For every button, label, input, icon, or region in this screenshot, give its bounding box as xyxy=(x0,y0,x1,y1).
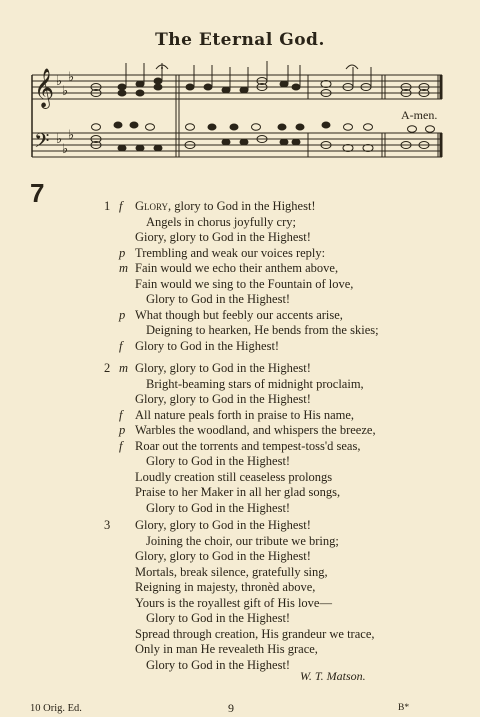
svg-text:♭: ♭ xyxy=(56,132,63,147)
dynamic-mark: p xyxy=(119,245,126,260)
hymn-line xyxy=(135,469,332,485)
dynamic-mark: m xyxy=(119,261,129,275)
stanza-number: 3 xyxy=(104,518,111,532)
hymn-line xyxy=(135,484,340,500)
dynamic-mark: f xyxy=(119,338,123,353)
hymn-line xyxy=(135,422,376,438)
hymn-line xyxy=(135,260,338,276)
hymn-line-text: What though but feebly our accents arise, xyxy=(135,307,343,322)
svg-text:♭: ♭ xyxy=(68,70,75,85)
hymn-line xyxy=(146,500,290,516)
hymn-line-lead: Glory, xyxy=(135,199,172,213)
signature-mark: B* xyxy=(398,703,410,713)
bass-clef-icon: 𝄢 xyxy=(34,129,50,157)
hymn-line xyxy=(146,322,379,338)
hymn-line xyxy=(135,564,328,580)
hymn-line-text: Bright-beaming stars of midnight proclaim, xyxy=(146,376,364,391)
hymn-line xyxy=(135,641,318,657)
dynamic-mark: m xyxy=(119,361,129,375)
hymn-line xyxy=(146,657,290,673)
hymn-line xyxy=(135,517,311,533)
treble-clef-icon: 𝄞 xyxy=(34,68,55,108)
hymn-line-text: Fain would we sing to the Fountain of love, xyxy=(135,276,354,291)
hymn-line-text: Mortals, break silence, gratefully sing, xyxy=(135,564,328,579)
hymn-line-text: Fain would we echo their anthem above, xyxy=(135,261,339,275)
hymn-line xyxy=(146,214,296,230)
music-score xyxy=(30,55,450,163)
hymn-line-text: Glory to God in the Highest! xyxy=(146,500,291,515)
hymn-line xyxy=(135,407,354,423)
dynamic-mark: p xyxy=(119,307,126,322)
hymn-line-text: Glory to God in the Highest! xyxy=(135,338,280,353)
hymn-title: The Eternal God. xyxy=(155,30,325,50)
hymn-line-text: Glory, glory to God in the Highest! xyxy=(135,518,311,532)
hymn-line-text: Giory, glory to God in the Highest! xyxy=(135,230,311,244)
hymn-line xyxy=(135,438,360,454)
hymn-line-text: Trembling and weak our voices reply: xyxy=(135,245,326,260)
hymn-line-text: Yours is the royallest gift of His love— xyxy=(135,595,332,610)
hymn-line-text: Glory, glory to God in the Highest! xyxy=(135,361,311,375)
page-number: 9 xyxy=(228,701,234,715)
svg-text:♭: ♭ xyxy=(68,128,75,143)
hymn-line-text: Glory to God in the Highest! xyxy=(146,657,291,672)
stanza-number: 2 xyxy=(104,361,111,375)
hymn-line xyxy=(146,291,290,307)
hymn-line-text: All nature peals forth in praise to His name, xyxy=(135,407,355,422)
dynamic-mark: f xyxy=(119,199,123,213)
hymn-line xyxy=(146,376,364,392)
dynamic-mark: f xyxy=(119,438,123,453)
hymn-line-text: Glory, glory to God in the Highest! xyxy=(135,392,311,406)
hymn-line-text: Angels in chorus joyfully cry; xyxy=(146,214,296,229)
hymn-line xyxy=(135,307,343,323)
hymn-line xyxy=(135,338,279,354)
hymn-line xyxy=(146,533,339,549)
dynamic-mark: f xyxy=(119,407,123,422)
hymn-line xyxy=(135,198,316,214)
hymn-line xyxy=(135,245,325,261)
svg-text:♭: ♭ xyxy=(62,142,69,157)
hymn-line-text: Joining the choir, our tribute we bring; xyxy=(146,533,339,548)
hymn-line xyxy=(146,610,290,626)
hymn-line xyxy=(146,453,290,469)
hymn-line-text: Reigning in majesty, thronèd above, xyxy=(135,580,316,594)
edition-note: 10 Orig. Ed. xyxy=(30,703,82,714)
svg-text:♭: ♭ xyxy=(62,84,69,99)
hymn-line-text: Spread through creation, His grandeur we trace, xyxy=(135,626,375,641)
hymn-line-text: Only in man He revealeth His grace, xyxy=(135,642,318,656)
hymn-line xyxy=(135,360,311,376)
hymn-line xyxy=(135,595,332,611)
hymn-line-text: Deigning to hearken, He bends from the skies; xyxy=(146,323,379,337)
hymn-number: 7 xyxy=(30,178,45,208)
hymn-line-text: Glory, glory to God in the Highest! xyxy=(135,549,311,563)
hymn-line xyxy=(135,276,353,292)
svg-text:♭: ♭ xyxy=(56,74,63,89)
hymn-line-text: glory to God in the Highest! xyxy=(171,199,316,213)
author-attribution: W. T. Matson. xyxy=(300,669,366,683)
hymn-line-text: Glory to God in the Highest! xyxy=(146,454,291,468)
hymn-line-text: Glory to God in the Highest! xyxy=(146,292,291,306)
hymn-line xyxy=(135,579,315,595)
hymn-line-text: Roar out the torrents and tempest-toss'd seas, xyxy=(135,438,361,453)
hymn-line xyxy=(135,229,311,245)
hymn-line-text: Warbles the woodland, and whispers the breeze, xyxy=(135,423,376,437)
hymn-line xyxy=(135,391,311,407)
stanza-number: 1 xyxy=(104,199,111,213)
hymn-line-text: Praise to her Maker in all her glad songs, xyxy=(135,485,341,499)
dynamic-mark: p xyxy=(119,423,126,437)
amen-label: A-men. xyxy=(401,108,438,122)
hymn-line xyxy=(135,626,375,642)
hymn-line xyxy=(135,548,311,564)
hymn-line-text: Loudly creation still ceaseless prolongs xyxy=(135,469,333,484)
hymn-line-text: Glory to God in the Highest! xyxy=(146,611,291,625)
